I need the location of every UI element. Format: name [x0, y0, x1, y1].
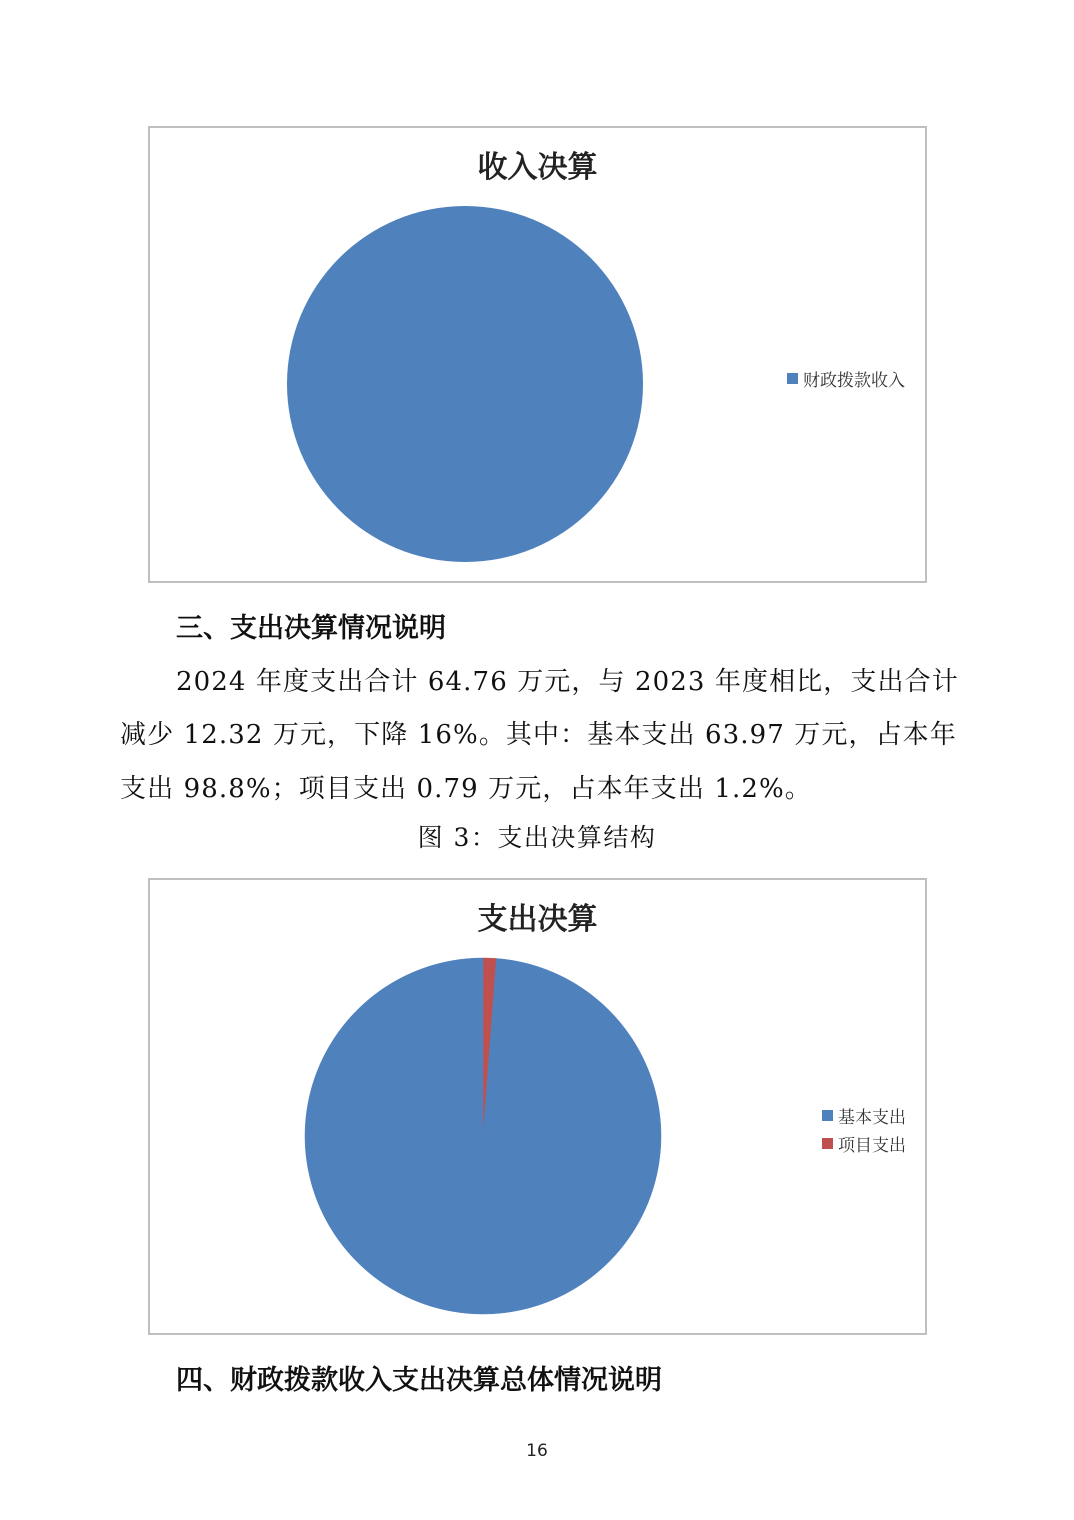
chart-legend [787, 364, 905, 392]
legend-label: 项目支出 [838, 1135, 906, 1156]
legend-label: 基本支出 [838, 1107, 906, 1128]
figure-caption: 图 3：支出决算结构 [417, 823, 657, 852]
legend-label: 财政拨款收入 [803, 370, 905, 391]
chart-legend [822, 1101, 906, 1157]
section-heading: 四、财政拨款收入支出决算总体情况说明 [176, 1365, 662, 1396]
chart-title: 收入决算 [477, 150, 598, 185]
page-number: 16 [526, 1441, 548, 1461]
section-heading: 三、支出决算情况说明 [176, 613, 446, 644]
paragraph-line: 减少 12.32 万元，下降 16%。其中：基本支出 63.97 万元，占本年 [120, 720, 957, 750]
expenditure-pie-chart [148, 878, 927, 1335]
legend-item [822, 1101, 906, 1129]
income-pie-chart [148, 126, 927, 583]
legend-swatch [822, 1138, 833, 1149]
chart-title: 支出决算 [477, 902, 598, 937]
legend-item [822, 1129, 906, 1157]
pie-slice [287, 206, 643, 562]
legend-swatch [822, 1110, 833, 1121]
pie-slice [305, 958, 661, 1314]
paragraph-line: 支出 98.8%；项目支出 0.79 万元，占本年支出 1.2%。 [120, 774, 812, 804]
pie-plot-area [150, 128, 925, 581]
legend-swatch [787, 373, 798, 384]
paragraph-line: 2024 年度支出合计 64.76 万元，与 2023 年度相比，支出合计 [176, 667, 959, 697]
legend-item [787, 364, 905, 392]
pie-plot-area [150, 880, 925, 1333]
